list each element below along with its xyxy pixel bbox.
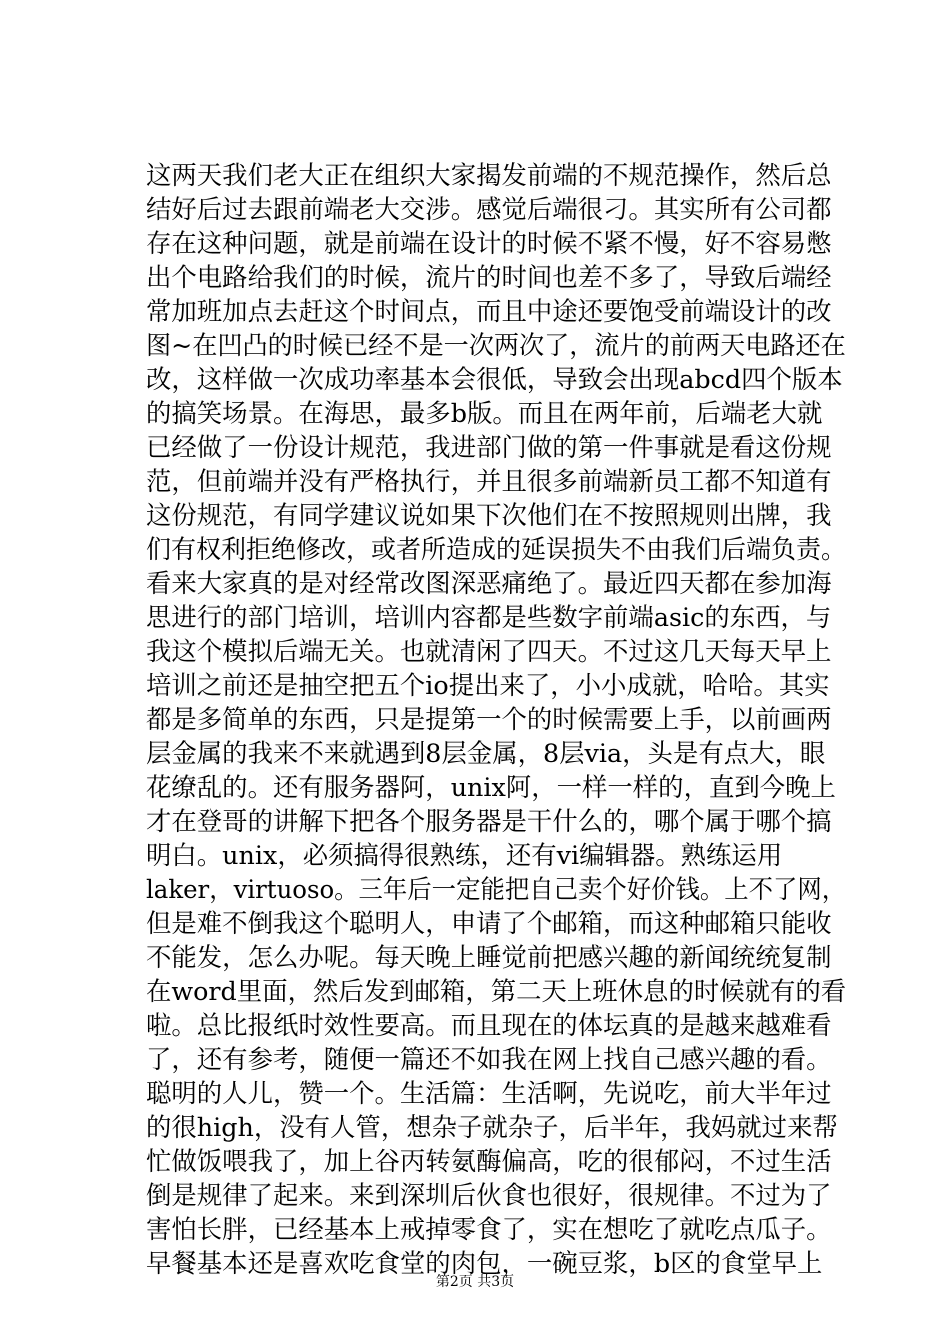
text-line: 但是难不倒我这个聪明人，申请了个邮箱，而这种邮箱只能收	[146, 908, 832, 938]
text-line: 图~在凹凸的时候已经不是一次两次了，流片的前两天电路还在	[146, 330, 846, 360]
text-line: 改，这样做一次成功率基本会很低，导致会出现abcd四个版本	[146, 364, 843, 394]
text-line: laker，virtuoso。三年后一定能把自己卖个好价钱。上不了网，	[146, 874, 847, 904]
text-line: 这份规范，有同学建议说如果下次他们在不按照规则出牌，我	[146, 500, 832, 530]
text-line: 倒是规律了起来。来到深圳后伙食也很好，很规律。不过为了	[146, 1180, 832, 1210]
text-line: 出个电路给我们的时候，流片的时间也差不多了，导致后端经	[146, 262, 832, 292]
page-number-footer: 第2页 共3页	[435, 1274, 515, 1290]
text-line: 结好后过去跟前端老大交涉。感觉后端很刁。其实所有公司都	[146, 194, 832, 224]
text-line: 存在这种问题，就是前端在设计的时候不紧不慢，好不容易憋	[146, 228, 832, 258]
text-line: 常加班加点去赶这个时间点，而且中途还要饱受前端设计的改	[146, 296, 832, 326]
text-line: 层金属的我来不来就遇到8层金属，8层via，头是有点大，眼	[146, 738, 826, 768]
text-line: 花缭乱的。还有服务器阿，unix阿，一样一样的，直到今晚上	[146, 772, 836, 802]
text-line: 都是多简单的东西，只是提第一个的时候需要上手，以前画两	[146, 704, 832, 734]
text-line: 已经做了一份设计规范，我进部门做的第一件事就是看这份规	[146, 432, 832, 462]
text-line: 聪明的人儿，赞一个。生活篇：生活啊，先说吃，前大半年过	[146, 1078, 832, 1108]
text-line: 的搞笑场景。在海思，最多b版。而且在两年前，后端老大就	[146, 398, 823, 428]
text-line: 们有权利拒绝修改，或者所造成的延误损失不由我们后端负责。	[146, 534, 846, 564]
text-line: 范，但前端并没有严格执行，并且很多前端新员工都不知道有	[146, 466, 832, 496]
text-line: 看来大家真的是对经常改图深恶痛绝了。最近四天都在参加海	[146, 568, 832, 598]
body-text	[146, 158, 846, 1280]
text-line: 在word里面，然后发到邮箱，第二天上班休息的时候就有的看	[146, 976, 847, 1006]
text-line: 我这个模拟后端无关。也就清闲了四天。不过这几天每天早上	[146, 636, 832, 666]
text-line: 这两天我们老大正在组织大家揭发前端的不规范操作，然后总	[146, 160, 832, 190]
text-line: 才在登哥的讲解下把各个服务器是干什么的，哪个属于哪个搞	[146, 806, 832, 836]
text-line: 忙做饭喂我了，加上谷丙转氨酶偏高，吃的很郁闷，不过生活	[146, 1146, 832, 1176]
text-line: 思进行的部门培训，培训内容都是些数字前端asic的东西，与	[146, 602, 832, 632]
text-line: 的很high，没有人管，想杂子就杂子，后半年，我妈就过来帮	[146, 1112, 838, 1142]
text-line: 明白。unix，必须搞得很熟练，还有vi编辑器。熟练运用	[146, 840, 783, 870]
text-line: 不能发，怎么办呢。每天晚上睡觉前把感兴趣的新闻统统复制	[146, 942, 832, 972]
text-line: 培训之前还是抽空把五个io提出来了，小小成就，哈哈。其实	[146, 670, 830, 700]
text-line: 早餐基本还是喜欢吃食堂的肉包，一碗豆浆，b区的食堂早上	[146, 1248, 823, 1278]
text-line: 害怕长胖，已经基本上戒掉零食了，实在想吃了就吃点瓜子。	[146, 1214, 832, 1244]
text-line: 了，还有参考，随便一篇还不如我在网上找自己感兴趣的看。	[146, 1044, 832, 1074]
text-line: 啦。总比报纸时效性要高。而且现在的体坛真的是越来越难看	[146, 1010, 832, 1040]
